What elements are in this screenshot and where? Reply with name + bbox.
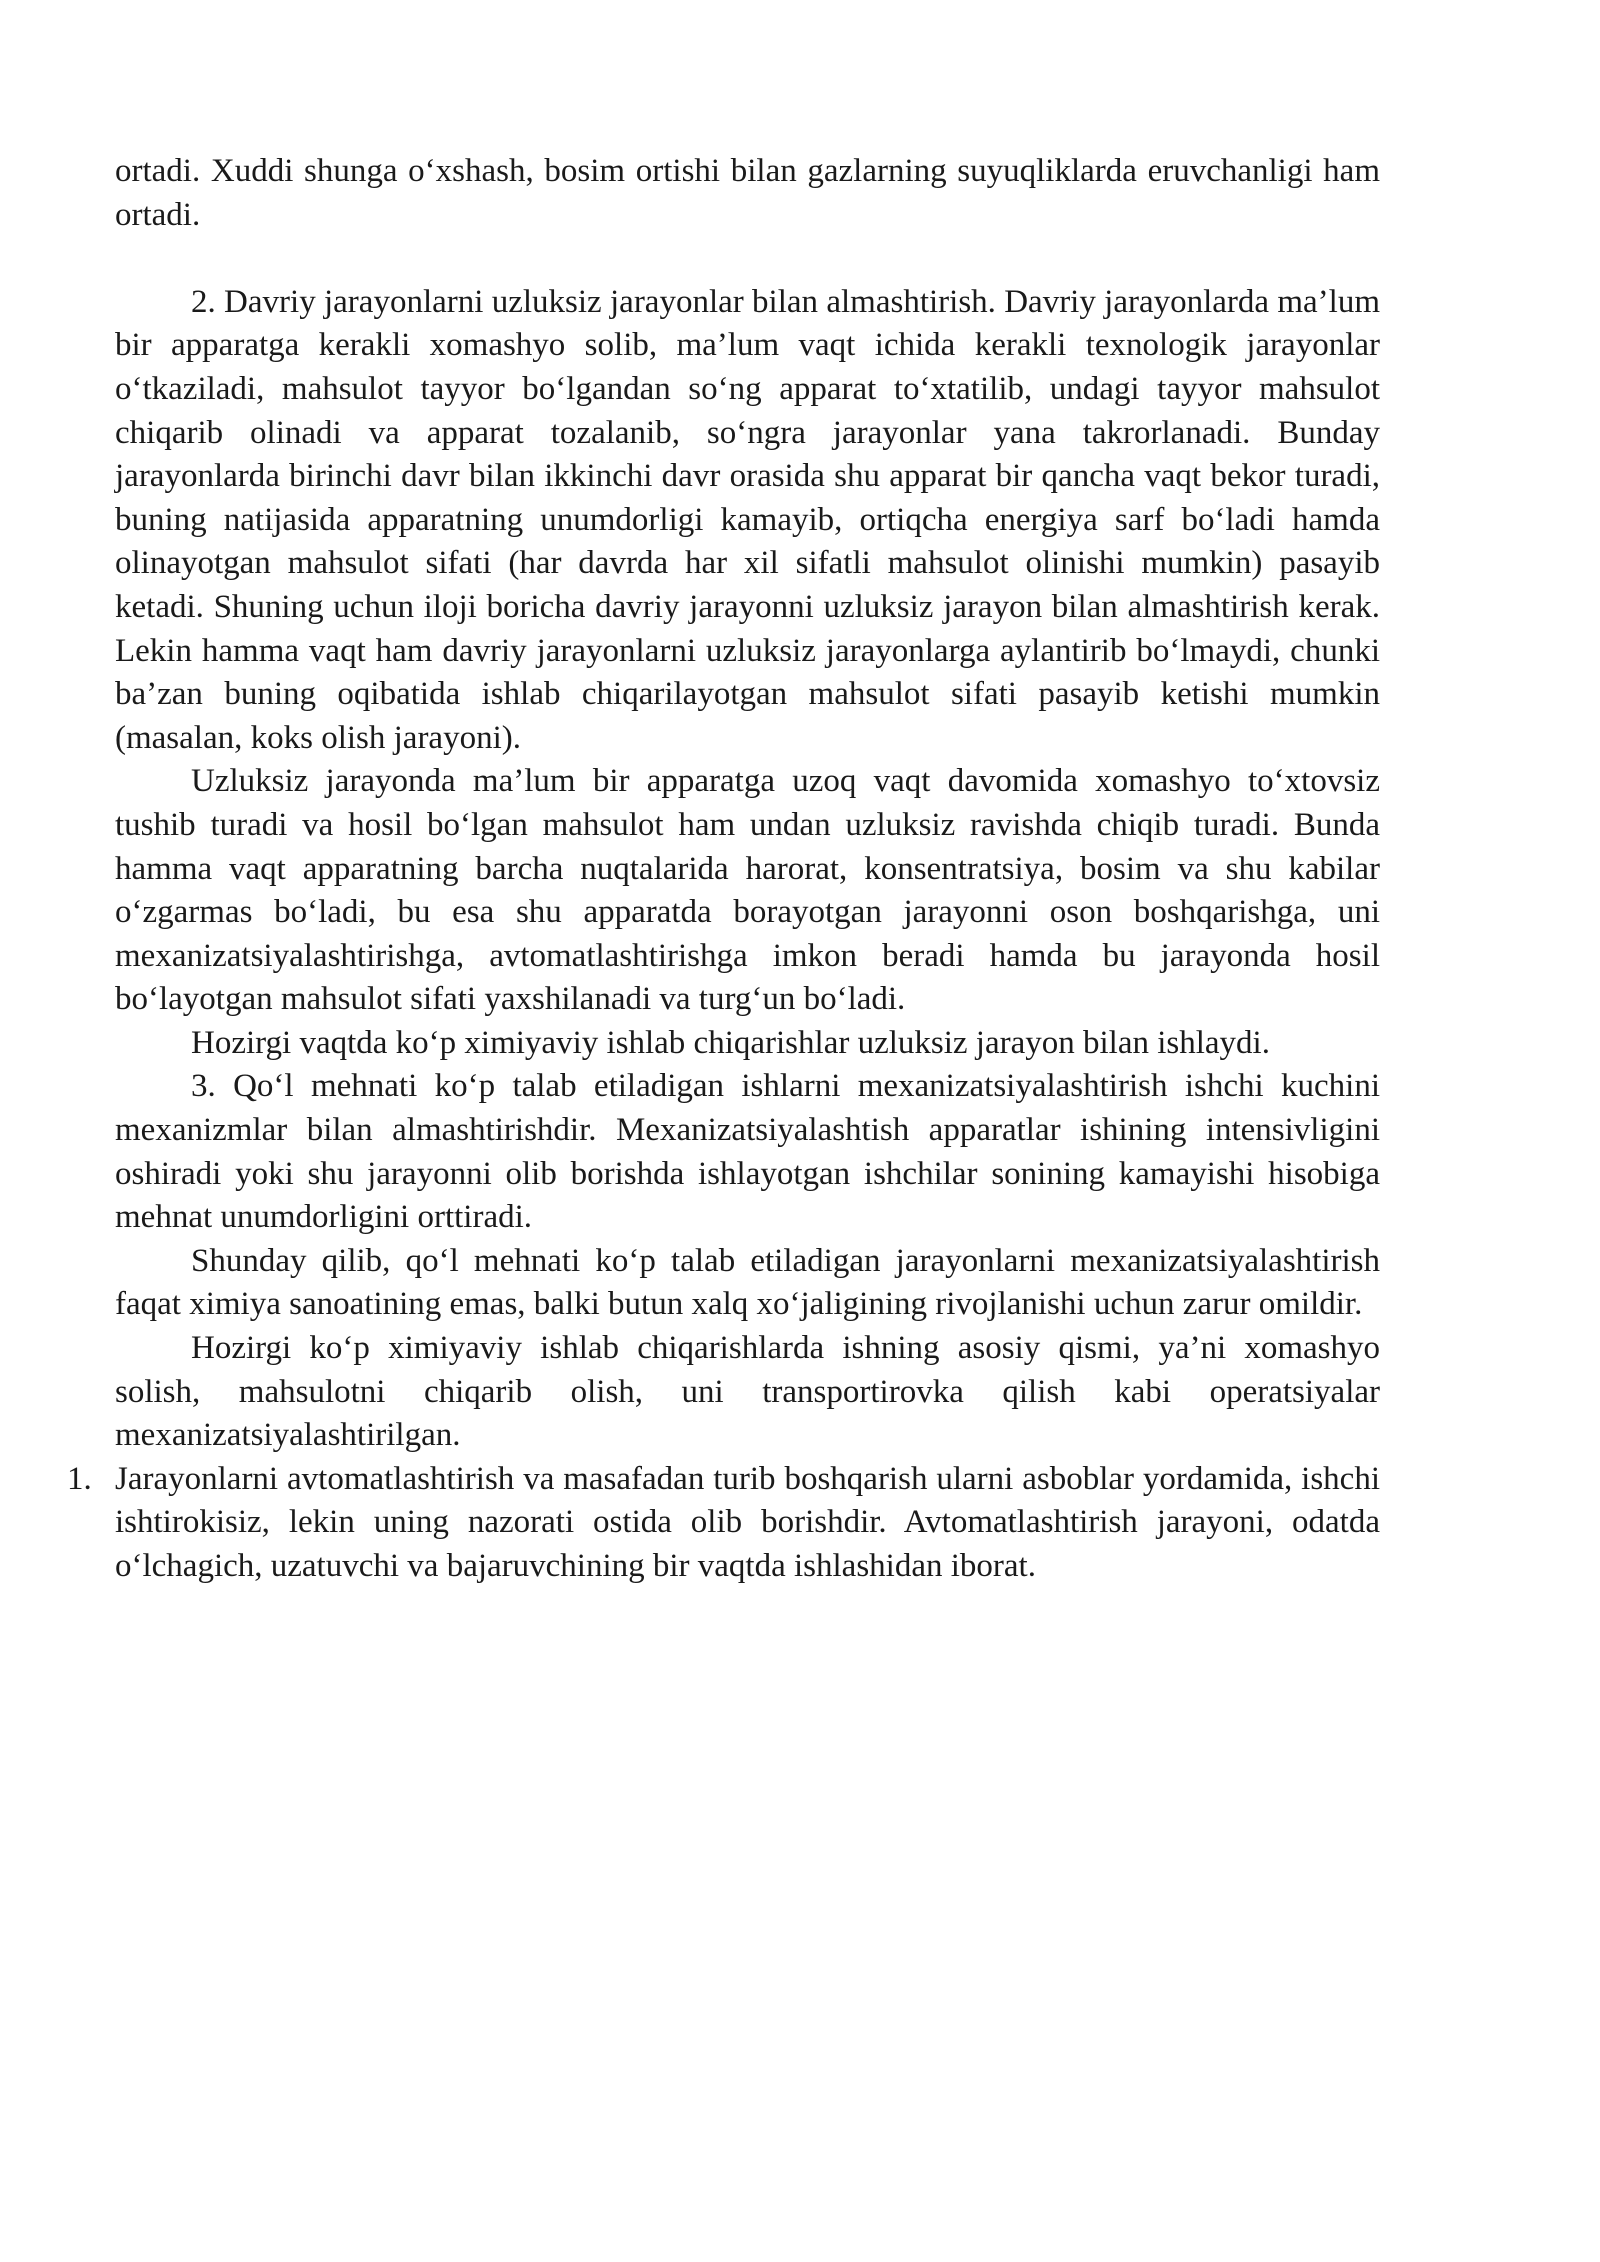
paragraph-mechanization: Hozirgi ko‘p ximiyaviy ishlab chiqarishlarda ishning asosiy qismi, ya’ni xomashyo solish, mahsulotni chiqarib olish, uni transportirovka qilish kabi operatsiyalar mexanizatsiyalashtirilgan. [115,1330,1380,1454]
paragraph-conclusion: Shunday qilib, qo‘l mehnati ko‘p talab etiladigan jarayonlarni mexanizatsiyalashtirish faqat ximiya sanoatining emas, balki butun xalq xo‘jaligining rivojlanishi uchun zarur omildir. [115,1242,1380,1323]
list-item-text: Jarayonlarni avtomatlashtirish va masafadan turib boshqarish ularni asboblar yordamida, ishchi ishtirokisiz, lekin uning nazorati ostida olib borishdir. Avtomatlashtirish jarayoni, odatda o‘lchagich, uzatuvchi va bajaruvchining bir vaqtda ishlashidan iborat. [115,1460,1380,1584]
list-item-number: 1. [67,1460,92,1497]
numbered-list-item [67,1458,1380,1589]
paragraph-section-3: 3. Qo‘l mehnati ko‘p talab etiladigan ishlarni mexanizatsiyalashtirish ishchi kuchini mexanizmlar bilan almashtirishdir. Mexanizatsiyalashtish apparatlar ishining intensivligini oshiradi yoki shu jarayonni olib borishda ishlayotgan ishchilar sonining kamayishi hisobiga mehnat unumdorligini orttiradi. [115,1068,1380,1236]
document-page [67,150,1380,1589]
paragraph-continuation: ortadi. Xuddi shunga o‘xshash, bosim ortishi bilan gazlarning suyuqliklarda eruvchanligi ham ortadi. [115,153,1380,233]
paragraph-modern-production: Hozirgi vaqtda ko‘p ximiyaviy ishlab chiqarishlar uzluksiz jarayon bilan ishlaydi. [191,1024,1270,1061]
paragraph-section-2: 2. Davriy jarayonlarni uzluksiz jarayonlar bilan almashtirish. Davriy jarayonlarda ma’lum bir apparatga kerakli xomashyo solib, ma’lum vaqt ichida kerakli texnologik jarayonlar o‘tkaziladi, mahsulot tayyor bo‘lgandan so‘ng apparat to‘xtatilib, undagi tayyor mahsulot chiqarib olinadi va apparat tozalanib, so‘ngra jarayonlar yana takrorlanadi. Bunday jarayonlarda birinchi davr bilan ikkinchi davr orasida shu apparat bir qancha vaqt bekor turadi, buning natijasida apparatning unumdorligi kamayib, ortiqcha energiya sarf bo‘ladi hamda olinayotgan mahsulot sifati (har davrda har xil sifatli mahsulot olinishi mumkin) pasayib ketadi. Shuning uchun iloji boricha davriy jarayonni uzluksiz jarayon bilan almashtirish kerak. Lekin hamma vaqt ham davriy jarayonlarni uzluksiz jarayonlarga aylantirib bo‘lmaydi, chunki ba’zan buning oqibatida ishlab chiqarilayotgan mahsulot sifati pasayib ketishi mumkin (masalan, koks olish jarayoni). [115,283,1380,756]
paragraph-continuous-process: Uzluksiz jarayonda ma’lum bir apparatga uzoq vaqt davomida xomashyo to‘xtovsiz tushib turadi va hosil bo‘lgan mahsulot ham undan uzluksiz ravishda chiqib turadi. Bunda hamma vaqt apparatning barcha nuqtalarida harorat, konsentratsiya, bosim va shu kabilar o‘zgarmas bo‘ladi, bu esa shu apparatda borayotgan jarayonni oson boshqarishga, uni mexanizatsiyalashtirishga, avtomatlashtirishga imkon beradi hamda bu jarayonda hosil bo‘layotgan mahsulot sifati yaxshilanadi va turg‘un bo‘ladi. [115,763,1380,1018]
